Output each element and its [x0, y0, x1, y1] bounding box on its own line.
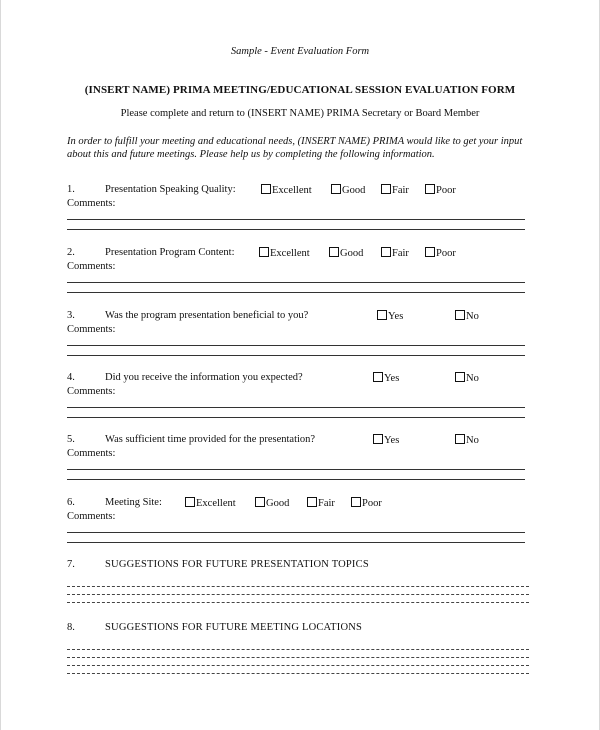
checkbox[interactable] [255, 497, 265, 507]
answer-line[interactable] [67, 594, 529, 595]
checkbox[interactable] [455, 372, 465, 382]
question-text: Presentation Program Content: [105, 247, 235, 258]
option-excellent[interactable]: Excellent [185, 497, 236, 509]
question-text: Presentation Speaking Quality: [105, 184, 236, 195]
answer-line[interactable] [67, 673, 529, 674]
comment-line[interactable] [67, 282, 525, 283]
question-1 [67, 184, 537, 230]
option-excellent[interactable]: Excellent [259, 247, 310, 259]
comment-line[interactable] [67, 417, 525, 418]
comment-line[interactable] [67, 219, 525, 220]
comments-label: Comments: [67, 448, 116, 459]
option-fair[interactable]: Fair [307, 497, 335, 509]
question-4 [67, 372, 537, 418]
option-fair[interactable]: Fair [381, 247, 409, 259]
answer-line[interactable] [67, 602, 529, 603]
option-fair[interactable]: Fair [381, 184, 409, 196]
instructions-text: Please complete and return to (INSERT NAME) PRIMA Secretary or Board Member [120, 108, 480, 119]
checkbox[interactable] [455, 434, 465, 444]
question-3 [67, 310, 537, 356]
checkbox[interactable] [425, 247, 435, 257]
question-number: 1. [67, 184, 75, 195]
answer-line[interactable] [67, 649, 529, 650]
option-yes[interactable]: Yes [373, 372, 399, 384]
comment-line[interactable] [67, 479, 525, 480]
question-number: 5. [67, 434, 75, 445]
question-text: Was sufficient time provided for the presentation? [105, 434, 316, 445]
question-8 [67, 622, 537, 674]
question-text: SUGGESTIONS FOR FUTURE MEETING LOCATIONS [105, 622, 363, 633]
question-6 [67, 497, 537, 543]
comments-label: Comments: [67, 386, 116, 397]
question-number: 4. [67, 372, 75, 383]
question-number: 2. [67, 247, 75, 258]
option-yes[interactable]: Yes [377, 310, 403, 322]
checkbox[interactable] [259, 247, 269, 257]
option-yes[interactable]: Yes [373, 434, 399, 446]
question-text: SUGGESTIONS FOR FUTURE PRESENTATION TOPICS [105, 559, 369, 570]
option-no[interactable]: No [455, 310, 479, 322]
checkbox[interactable] [185, 497, 195, 507]
comment-line[interactable] [67, 229, 525, 230]
option-good[interactable]: Good [331, 184, 365, 196]
intro-paragraph: In order to fulfill your meeting and educational needs, (INSERT NAME) PRIMA would like to get your input about this and future meetings. Please help us by completing the following information. [67, 136, 523, 160]
checkbox[interactable] [455, 310, 465, 320]
question-text: Was the program presentation beneficial to you? [105, 310, 309, 321]
question-2 [67, 247, 537, 293]
checkbox[interactable] [381, 184, 391, 194]
option-no[interactable]: No [455, 434, 479, 446]
comment-line[interactable] [67, 345, 525, 346]
document-title: Sample - Event Evaluation Form [230, 46, 370, 57]
comment-line[interactable] [67, 292, 525, 293]
question-number: 7. [67, 559, 75, 570]
answer-line[interactable] [67, 665, 529, 666]
option-good[interactable]: Good [329, 247, 363, 259]
checkbox[interactable] [381, 247, 391, 257]
comment-line[interactable] [67, 407, 525, 408]
question-text: Did you receive the information you expected? [105, 372, 303, 383]
comments-label: Comments: [67, 198, 116, 209]
question-number: 8. [67, 622, 75, 633]
form-title: (INSERT NAME) PRIMA MEETING/EDUCATIONAL SESSION EVALUATION FORM [84, 84, 516, 96]
checkbox[interactable] [329, 247, 339, 257]
checkbox[interactable] [373, 434, 383, 444]
option-good[interactable]: Good [255, 497, 289, 509]
checkbox[interactable] [307, 497, 317, 507]
option-poor[interactable]: Poor [425, 247, 456, 259]
checkbox[interactable] [373, 372, 383, 382]
option-poor[interactable]: Poor [425, 184, 456, 196]
answer-line[interactable] [67, 586, 529, 587]
comment-line[interactable] [67, 542, 525, 543]
comment-line[interactable] [67, 355, 525, 356]
comments-label: Comments: [67, 324, 116, 335]
option-no[interactable]: No [455, 372, 479, 384]
answer-line[interactable] [67, 657, 529, 658]
question-text: Meeting Site: [105, 497, 162, 508]
checkbox[interactable] [261, 184, 271, 194]
comment-line[interactable] [67, 469, 525, 470]
question-5 [67, 434, 537, 480]
checkbox[interactable] [351, 497, 361, 507]
question-number: 6. [67, 497, 75, 508]
checkbox[interactable] [377, 310, 387, 320]
checkbox[interactable] [425, 184, 435, 194]
question-7 [67, 559, 537, 603]
question-number: 3. [67, 310, 75, 321]
checkbox[interactable] [331, 184, 341, 194]
comments-label: Comments: [67, 511, 116, 522]
option-poor[interactable]: Poor [351, 497, 382, 509]
comment-line[interactable] [67, 532, 525, 533]
option-excellent[interactable]: Excellent [261, 184, 312, 196]
comments-label: Comments: [67, 261, 116, 272]
